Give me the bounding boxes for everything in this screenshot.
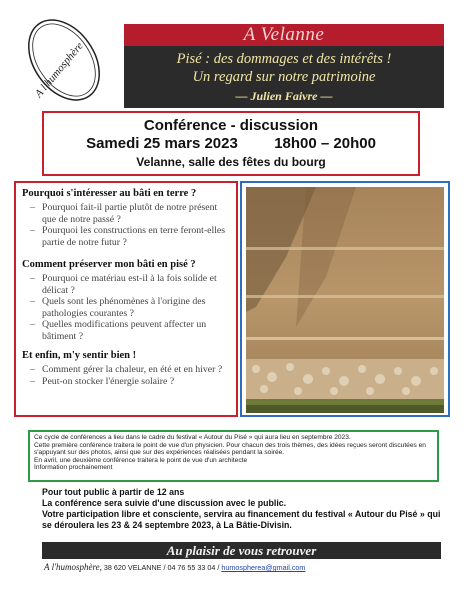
- email-link[interactable]: humospherea@gmail.com: [221, 563, 306, 572]
- org-name: A l'humosphère,: [44, 562, 102, 572]
- speaker-name: — Julien Faivre —: [235, 89, 333, 103]
- info-line: Information prochainement: [34, 464, 113, 472]
- contact-address: 38 620 VELANNE / 04 76 55 33 04 /: [101, 563, 222, 572]
- question-heading: Et enfin, m'y sentir bien !: [22, 350, 137, 361]
- info-line: Ce cycle de conférences a lieu dans le cadre du festival « Autour du Pisé » qui aura lieu en septembre 2023.: [34, 434, 351, 441]
- subtitle-line-1: Pisé : des dommages et des intérêts !: [176, 51, 392, 67]
- list-item: – Peut-on stocker l'énergie solaire ?: [26, 376, 232, 388]
- list-item: – Comment gérer la chaleur, en été et en hiver ?: [26, 364, 232, 376]
- audience-line: Pour tout public à partir de 12 ans: [42, 487, 185, 497]
- event-box: [42, 111, 420, 176]
- discussion-line: La conférence sera suivie d'une discussion avec le public.: [42, 498, 287, 508]
- event-date: Samedi 25 mars 2023: [86, 135, 238, 152]
- info-line: En avril, une deuxième conférence traitera le point de vue d'un architecte: [34, 456, 248, 464]
- event-date-line: [44, 135, 418, 153]
- question-list: [26, 202, 232, 248]
- participation-line: Votre participation libre et consciente, servira au financement du festival « Autour du Pisé » qui se déroulera les 23 & 24 septembre 2023, à La Bâtie-Divisin.: [42, 509, 441, 530]
- event-place: Velanne, salle des fêtes du bourg: [136, 155, 326, 169]
- footer-band: [42, 542, 441, 559]
- list-item: – Pourquoi fait-il partie plutôt de notre présent que de notre passé ?: [26, 202, 232, 225]
- event-type: Conférence - discussion: [143, 117, 319, 134]
- public-info: [42, 487, 442, 531]
- brand-title: A Velanne: [243, 24, 325, 45]
- footer-slogan: Au plaisir de vous retrouver: [166, 543, 317, 558]
- list-item: – Quels sont les phénomènes à l'origine des pathologies courantes ?: [26, 296, 232, 319]
- pise-wall-photo: [246, 187, 444, 413]
- list-item: – Pourquoi les constructions en terre feront-elles partie de notre futur ?: [26, 225, 232, 248]
- question-list: [26, 273, 232, 342]
- question-heading: Comment préserver mon bâti en pisé ?: [22, 259, 196, 270]
- list-item: – Quelles modifications peuvent affecter un bâtiment ?: [26, 319, 232, 342]
- list-item: – Pourquoi ce matériau est-il à la fois solide et délicat ?: [26, 273, 232, 296]
- photo-frame: [240, 181, 450, 417]
- info-box: [28, 430, 439, 482]
- question-list: [26, 364, 232, 387]
- questions-box: [14, 181, 238, 417]
- subtitle-line-2: Un regard sur notre patrimoine: [192, 69, 376, 85]
- info-line: Cette première conférence traitera le point de vue d'un physicien. Pour chacun des trois thèmes, des idées reçues seront discutées en s'appuyant sur des photos, ainsi que sur des expériences réalisées pendant la soirée.: [34, 441, 426, 457]
- circle-logo-icon: [6, 10, 118, 110]
- logo-text: A l'humosphère: [32, 40, 86, 100]
- event-time: 18h00 – 20h00: [274, 135, 376, 152]
- contact-line: [44, 562, 444, 573]
- question-heading: Pourquoi s'intéresser au bâti en terre ?: [22, 188, 197, 199]
